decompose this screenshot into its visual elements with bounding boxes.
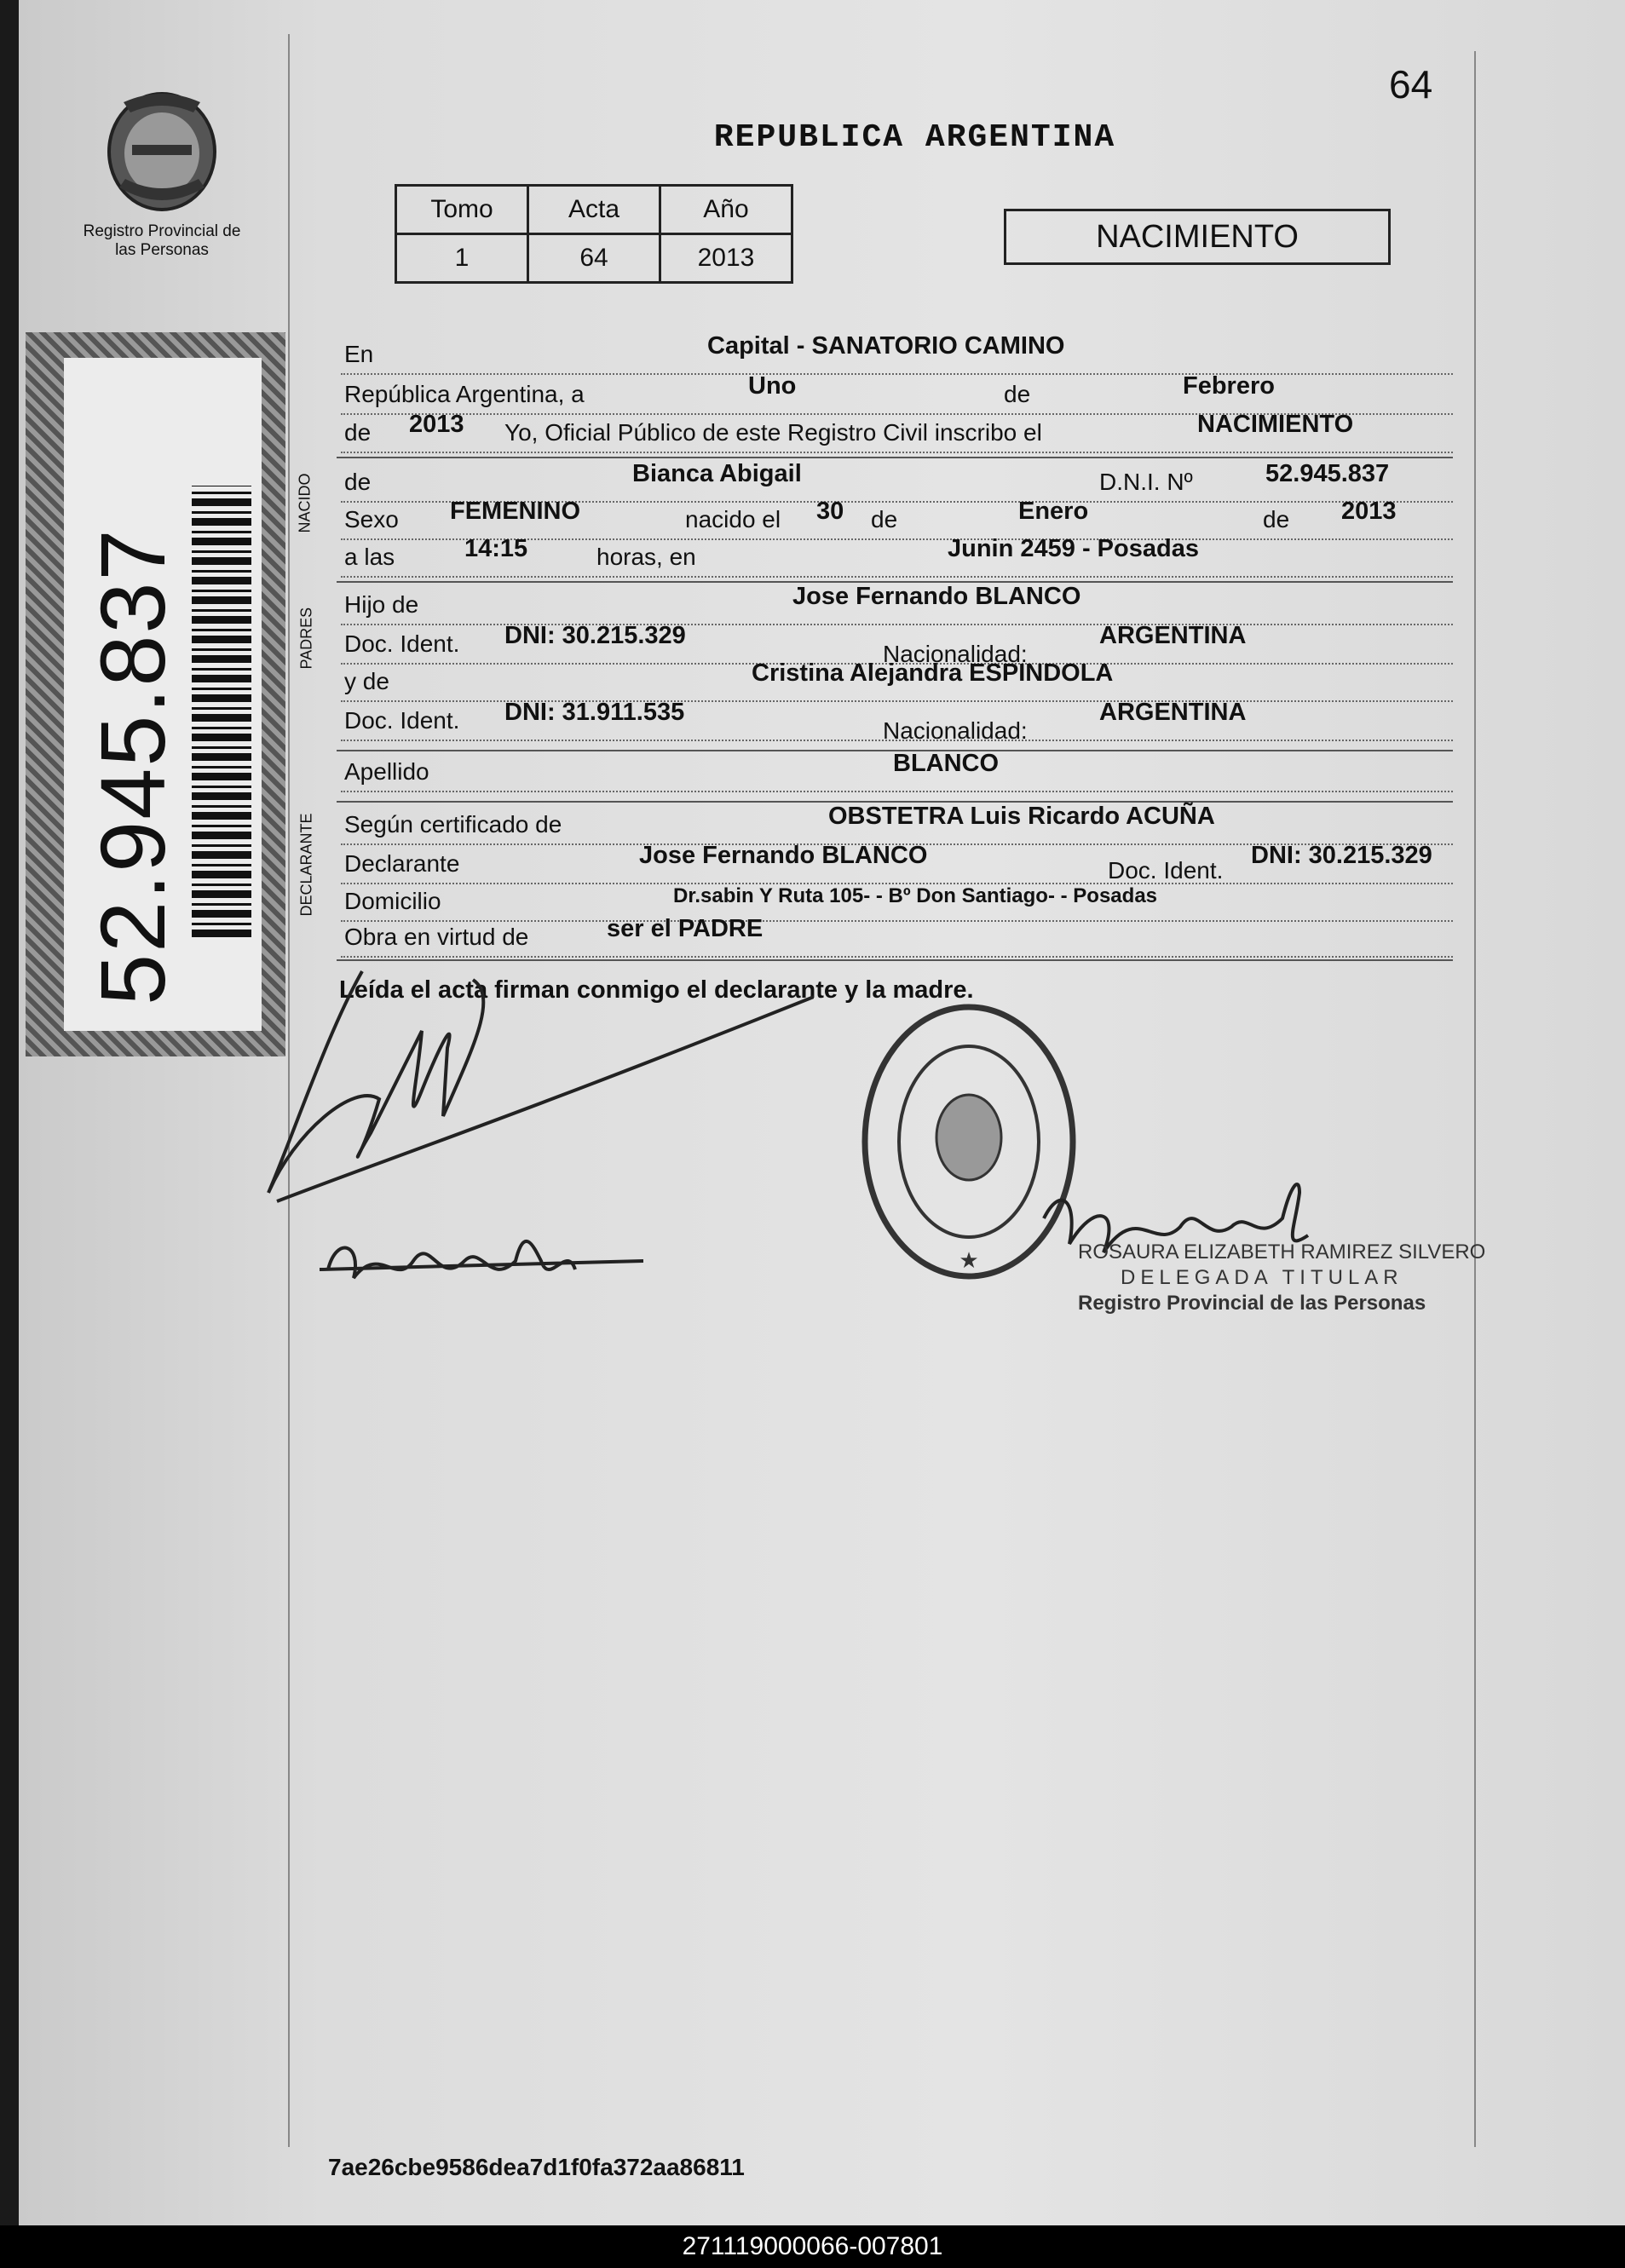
country-heading: REPUBLICA ARGENTINA [713, 119, 1116, 156]
row-fecha-inscripcion: República Argentina, a Uno de Febrero [341, 379, 1453, 415]
official-office: Registro Provincial de las Personas [1078, 1292, 1426, 1315]
svg-text:★: ★ [959, 1247, 979, 1273]
madre-value: Cristina Alejandra ESPINDOLA [752, 659, 1114, 687]
row-declarante: Declarante Jose Fernando BLANCO Doc. Ident. DNI: 30.215.329 [341, 849, 1453, 884]
row-sexo: Sexo FEMENINO nacido el 30 de Enero de 2013 [341, 504, 1453, 540]
header-acta: Acta [528, 186, 660, 234]
row-certificado: Según certificado de OBSTETRA Luis Ricardo ACUÑA [341, 809, 1453, 845]
margin-line-right [1474, 51, 1476, 2147]
dni-barcode-strip [26, 332, 285, 1056]
apellido-value: BLANCO [893, 750, 1000, 777]
official-stamp-text [1078, 1240, 1485, 1316]
value-acta: 64 [528, 234, 660, 283]
row-domicilio: Domicilio Dr.sabin Y Ruta 105- - Bº Don Santiago- - Posadas [341, 886, 1453, 922]
row-obra: Obra en virtud de ser el PADRE [341, 922, 1453, 958]
footer-id: 271119000066-007801 [0, 2225, 1625, 2268]
official-name: ROSAURA ELIZABETH RAMIREZ SILVERO [1078, 1240, 1486, 1264]
registry-logo [72, 85, 251, 281]
row-hora: a las 14:15 horas, en Junin 2459 - Posadas [341, 542, 1453, 578]
official-role: DELEGADA TITULAR [1121, 1266, 1403, 1289]
page-number: 64 [1389, 62, 1433, 106]
document-hash: 7ae26cbe9586dea7d1f0fa372aa86811 [328, 2154, 745, 2180]
lugar-value: Capital - SANATORIO CAMINO [707, 332, 1065, 360]
value-tomo: 1 [396, 234, 528, 283]
section-divider [337, 457, 1453, 458]
padre-value: Jose Fernando BLANCO [792, 583, 1081, 610]
row-madre: y de Cristina Alejandra ESPINDOLA [341, 666, 1453, 702]
header-tomo: Tomo [396, 186, 528, 234]
row-madre-doc: Doc. Ident. DNI: 31.911.535 Nacionalidad: ARGENTINA [341, 705, 1453, 741]
row-inscribo: de 2013 Yo, Oficial Público de este Registro Civil inscribo el NACIMIENTO [341, 417, 1453, 453]
header-anio: Año [660, 186, 792, 234]
nombre-value: Bianca Abigail [632, 460, 802, 487]
row-lugar: En Capital - SANATORIO CAMINO [341, 339, 1453, 375]
value-anio: 2013 [660, 234, 792, 283]
side-label-padres: PADRES [297, 607, 315, 670]
acta-table [395, 184, 793, 284]
act-type-box: NACIMIENTO [1004, 209, 1391, 265]
dni-strip-number: 52.945.837 [81, 527, 184, 1005]
closing-statement: Leída el acta firman conmigo el declarante y la madre. [339, 976, 974, 1004]
row-nombre: de Bianca Abigail D.N.I. Nº 52.945.837 [341, 467, 1453, 503]
scan-edge [0, 0, 19, 2225]
row-padre: Hijo de Jose Fernando BLANCO [341, 590, 1453, 625]
dni-value: 52.945.837 [1265, 460, 1390, 487]
registry-label: Registro Provincial de las Personas [83, 222, 241, 259]
barcode [192, 486, 251, 937]
declarant-signature [260, 963, 814, 1244]
mother-signature [320, 1210, 643, 1312]
row-padre-doc: Doc. Ident. DNI: 30.215.329 Nacionalidad: ARGENTINA [341, 629, 1453, 665]
side-label-nacido: NACIDO [296, 473, 314, 533]
side-label-declarante: DECLARANTE [297, 813, 315, 917]
row-apellido: Apellido BLANCO [341, 757, 1453, 792]
section-divider [337, 959, 1453, 961]
